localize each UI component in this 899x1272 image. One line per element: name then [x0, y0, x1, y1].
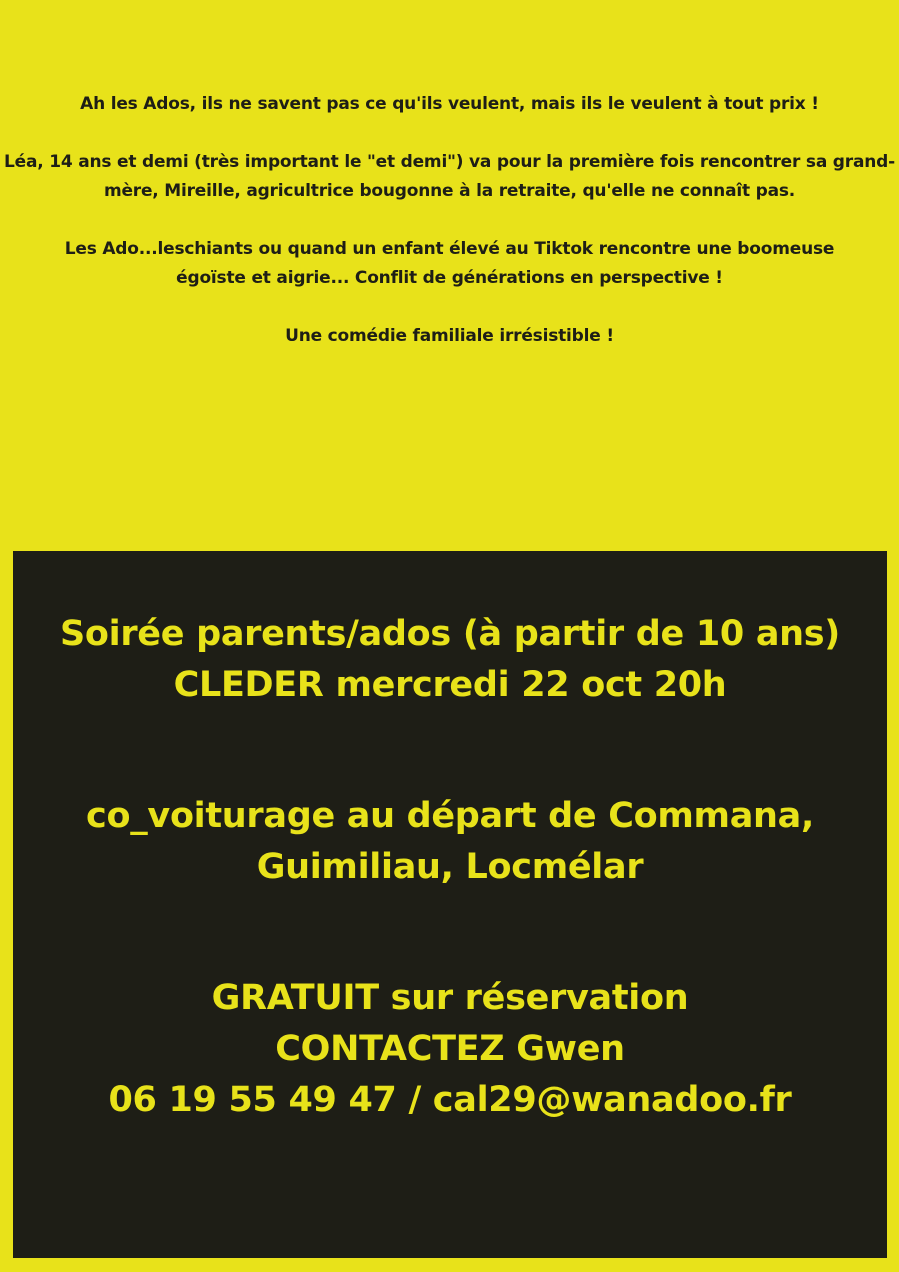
- intro-paragraph-3: Les Ado...leschiants ou quand un enfant élevé au Tiktok rencontre une boomeuse égoïste et aigrie... Conflit de générations en perspective !: [64, 239, 835, 288]
- carpool-line-1: co_voiturage au départ de Commana,: [86, 796, 814, 836]
- event-date-location: CLEDER mercredi 22 oct 20h: [173, 665, 727, 705]
- carpool-block: [13, 791, 887, 893]
- intro-paragraph-1: Ah les Ados, ils ne savent pas ce qu'ils veulent, mais ils le veulent à tout prix !: [80, 94, 819, 114]
- free-reservation: GRATUIT sur réservation: [211, 978, 689, 1018]
- contact-details: 06 19 55 49 47 / cal29@wanadoo.fr: [108, 1080, 792, 1120]
- contact-name: CONTACTEZ Gwen: [275, 1029, 625, 1069]
- intro-paragraph-4: Une comédie familiale irrésistible !: [285, 326, 614, 346]
- event-audience: Soirée parents/ados (à partir de 10 ans): [60, 614, 840, 654]
- event-title-block: [13, 609, 887, 711]
- intro-paragraph-2: Léa, 14 ans et demi (très important le "et demi") va pour la première fois rencontrer sa grand-mère, Mireille, agricultrice bougonne à la retraite, qu'elle ne connaît pas.: [4, 152, 895, 201]
- event-info-panel: [13, 551, 887, 1258]
- intro-text: [0, 90, 899, 380]
- reservation-block: [13, 973, 887, 1126]
- carpool-line-2: Guimiliau, Locmélar: [256, 847, 644, 887]
